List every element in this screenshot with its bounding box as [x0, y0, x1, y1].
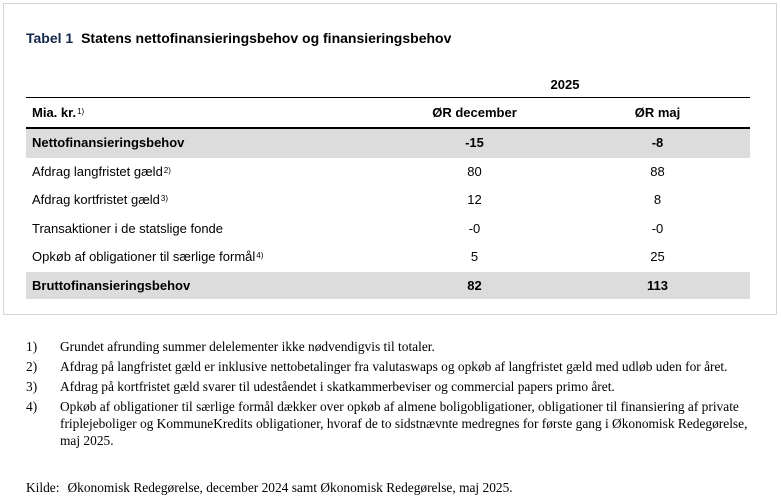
row-value-maj: 113	[647, 277, 668, 293]
source-text: Økonomisk Redegørelse, december 2024 samt Økonomisk Redegørelse, maj 2025.	[67, 480, 513, 495]
year-rule	[26, 97, 750, 98]
footnote-number: 1)	[26, 339, 38, 354]
footnote	[26, 358, 761, 375]
table-title-text: Statens nettofinansieringsbehov og finansieringsbehov	[81, 30, 452, 46]
row-label: Opkøb af obligationer til særlige formål$^{4)}$	[32, 249, 264, 264]
row-label: Afdrag langfristet gæld$^{2)}$	[32, 163, 171, 179]
table-title	[26, 30, 451, 46]
footnote-text: Grundet afrunding summer delelementer ikke nødvendigvis til totaler.	[60, 339, 435, 354]
table-row	[26, 186, 750, 215]
header-col-maj: ØR maj	[634, 105, 681, 120]
table-row	[26, 215, 750, 244]
row-value-maj: -8	[651, 135, 664, 150]
row-value-dec: 5	[470, 249, 479, 264]
footnote-text: Afdrag på kortfristet gæld svarer til udeståendet i skatkammerbeviser og commercial papers primo året.	[60, 379, 615, 394]
row-value-dec: -15	[465, 135, 484, 150]
table-row-total	[26, 272, 750, 299]
footnote	[26, 398, 761, 449]
footnote-number: 2)	[26, 359, 38, 374]
table-row	[26, 158, 750, 187]
source-line	[26, 480, 513, 496]
footnotes	[26, 338, 761, 452]
footnote-number: 4)	[26, 399, 38, 414]
column-header-row	[26, 99, 750, 128]
footnote	[26, 378, 761, 395]
table-row	[26, 243, 750, 272]
row-value-maj: -0	[651, 220, 664, 236]
row-value-dec: -0	[468, 220, 481, 236]
header-col-dec: ØR december	[432, 105, 517, 120]
footnote-number: 3)	[26, 379, 38, 394]
row-label: Bruttofinansieringsbehov	[32, 277, 191, 293]
footnote-text: Afdrag på langfristet gæld er inklusive nettobetalinger fra valutaswaps og opkøb af langfristet gæld med udløb uden for året.	[60, 359, 728, 374]
row-value-dec: 12	[467, 192, 482, 207]
row-value-maj: 88	[650, 163, 665, 179]
source-label: Kilde:	[26, 480, 60, 495]
header-unit-label: Mia. kr.$^{1)}$	[32, 105, 85, 120]
table-number: Tabel 1	[26, 30, 74, 46]
row-value-maj: 8	[653, 192, 662, 207]
table-row	[26, 129, 750, 158]
year-header: 2025	[550, 77, 580, 92]
footnote	[26, 338, 761, 355]
row-label: Afdrag kortfristet gæld$^{3)}$	[32, 192, 169, 207]
footnote-text: Opkøb af obligationer til særlige formål dækker over opkøb af almene boligobligationer, obligationer til finansiering af private friplejeboliger og KommuneKredits obligationer, hvoraf de to sidstnævnte medregnes for første gang i Økonomisk Redegørelse, maj 2025.	[60, 399, 748, 448]
row-value-dec: 80	[467, 163, 482, 179]
row-label: Nettofinansieringsbehov	[32, 135, 185, 150]
row-value-maj: 25	[650, 249, 665, 264]
row-value-dec: 82	[467, 277, 482, 293]
row-label: Transaktioner i de statslige fonde	[32, 220, 224, 236]
